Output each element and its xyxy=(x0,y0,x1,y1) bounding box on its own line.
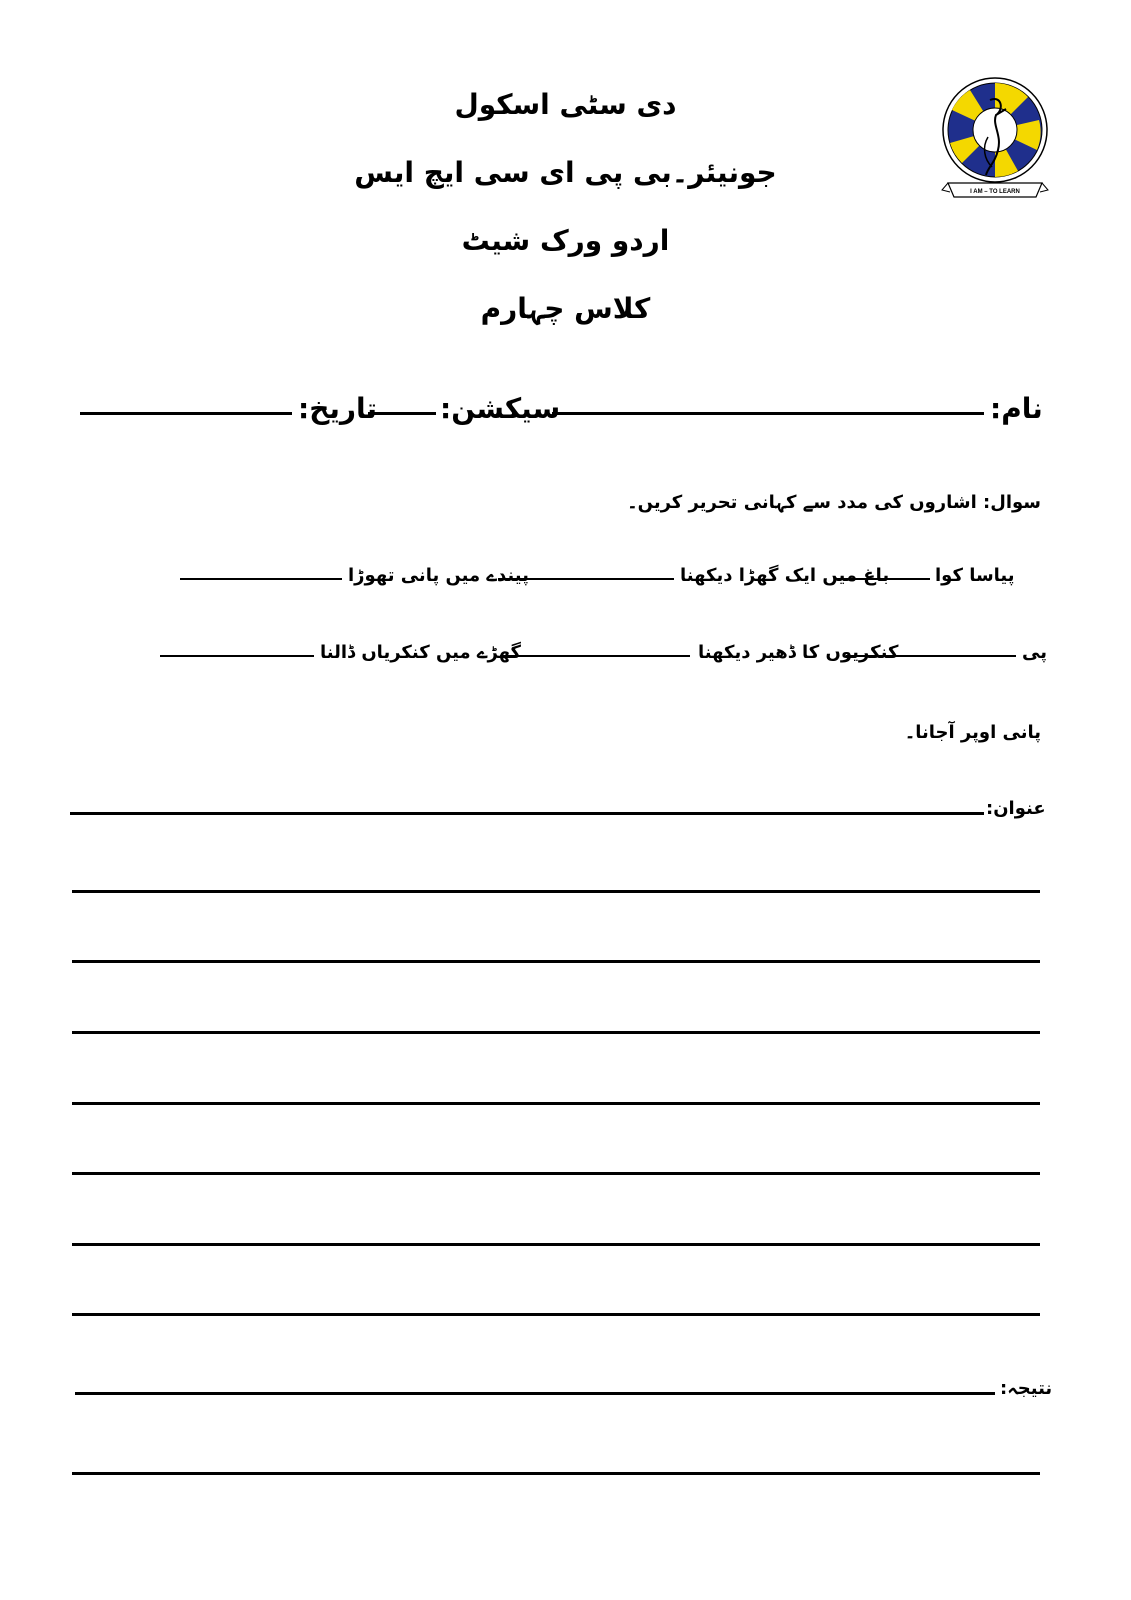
hint-final: پانی اوپر آجانا۔ xyxy=(904,722,1041,743)
writing-line[interactable] xyxy=(72,1472,1040,1475)
hint-connector-line xyxy=(180,578,342,580)
school-logo xyxy=(940,75,1050,215)
name-input-line[interactable] xyxy=(552,412,984,415)
writing-line[interactable] xyxy=(72,1243,1040,1246)
hint-item: باغ میں ایک گھڑا دیکھنا xyxy=(680,565,890,586)
worksheet-title: اردو ورک شیٹ xyxy=(461,224,670,257)
writing-line[interactable] xyxy=(72,1172,1040,1175)
section-label: سیکشن: xyxy=(440,392,561,425)
writing-line[interactable] xyxy=(72,1031,1040,1034)
date-input-line[interactable] xyxy=(80,412,292,415)
school-logo-emblem-icon xyxy=(940,75,1050,215)
branch-name: جونیئر۔بی پی ای سی ایچ ایس xyxy=(354,156,777,189)
question-prompt: سوال: اشاروں کی مدد سے کہانی تحریر کریں۔ xyxy=(627,492,1041,513)
section-input-line[interactable] xyxy=(368,412,436,415)
name-label: نام: xyxy=(990,392,1043,425)
hint-item: پی xyxy=(1022,642,1047,663)
hint-item: پیندے میں پانی تھوڑا xyxy=(348,565,529,586)
story-title-label: عنوان: xyxy=(986,798,1046,819)
moral-input-line[interactable] xyxy=(75,1392,995,1395)
writing-line[interactable] xyxy=(72,890,1040,893)
hint-item: گھڑے میں کنکریاں ڈالنا xyxy=(320,642,521,663)
class-name: کلاس چہارم xyxy=(480,292,651,325)
logo-motto: I AM – TO LEARN xyxy=(970,189,1020,195)
date-label: تاریخ: xyxy=(298,392,378,425)
writing-line[interactable] xyxy=(72,1313,1040,1316)
hint-connector-line xyxy=(160,655,314,657)
hint-item: پیاسا کوا xyxy=(935,565,1015,586)
moral-label: نتیجہ: xyxy=(1000,1378,1053,1399)
story-title-input-line[interactable] xyxy=(70,812,984,815)
hint-connector-line xyxy=(500,655,690,657)
hint-item: کنکریوں کا ڈھیر دیکھنا xyxy=(698,642,899,663)
writing-line[interactable] xyxy=(72,960,1040,963)
writing-line[interactable] xyxy=(72,1102,1040,1105)
school-name: دی سٹی اسکول xyxy=(454,88,677,121)
